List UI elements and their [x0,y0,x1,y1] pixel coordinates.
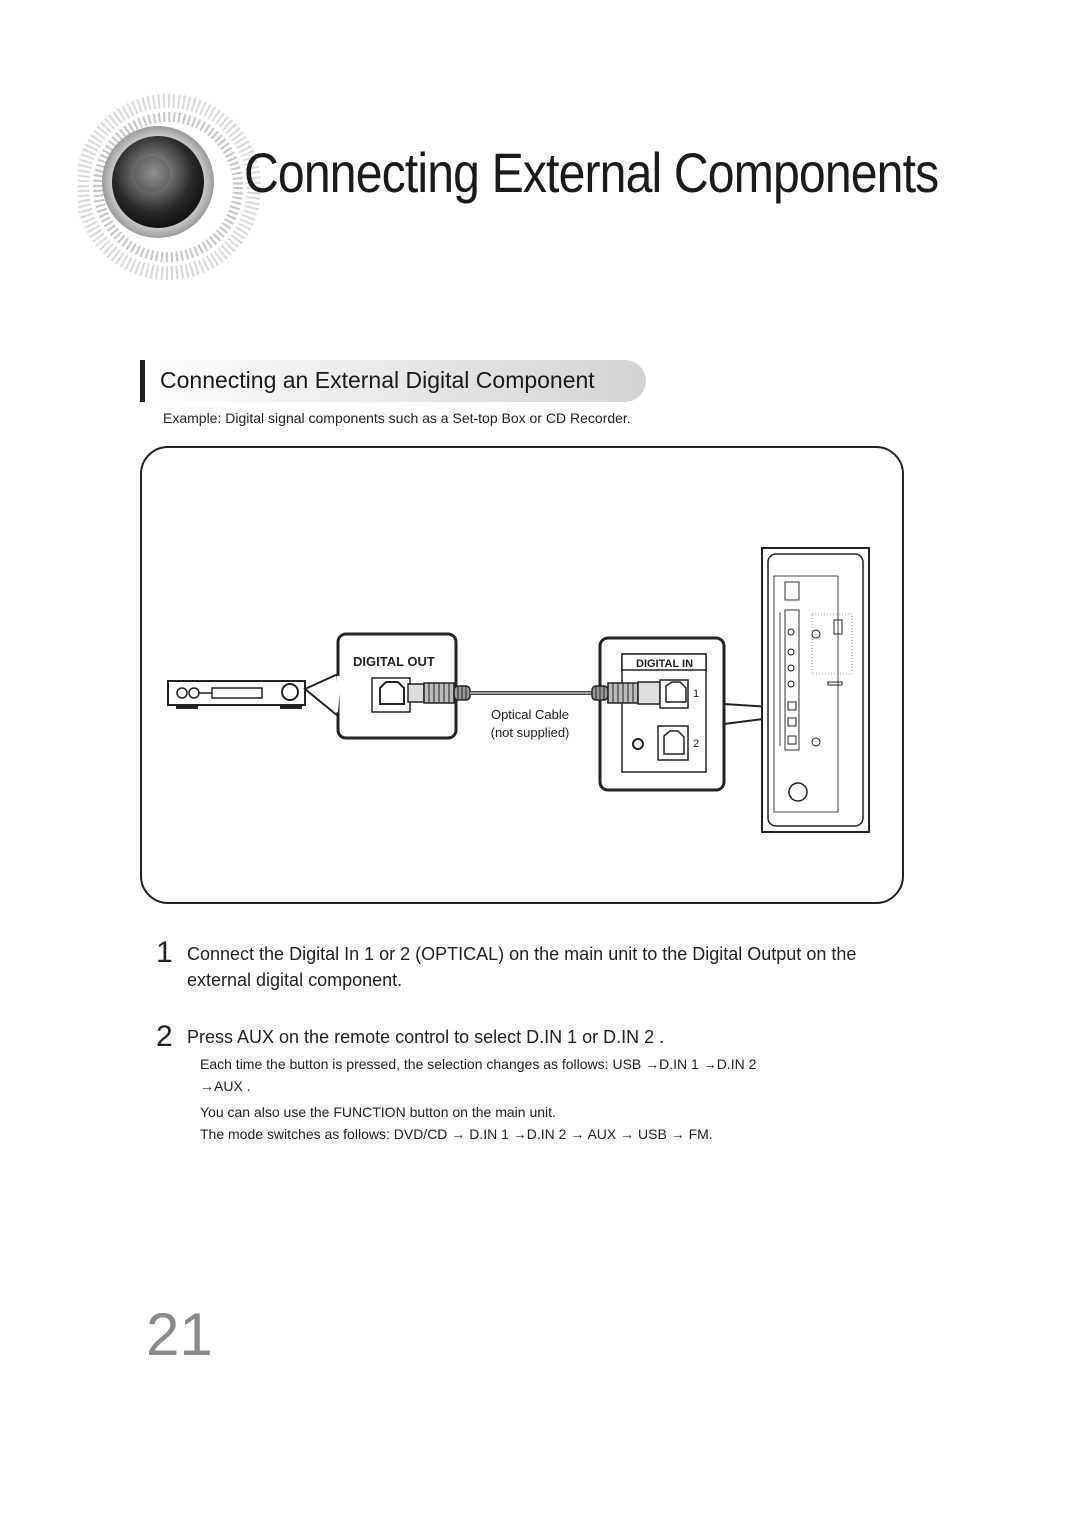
example-caption: Example: Digital signal components such as a Set-top Box or CD Recorder. [163,410,631,426]
note-line: →AUX . [200,1078,251,1094]
step-2-number: 2 [156,1020,173,1053]
page-number: 21 [146,1301,213,1368]
step-2-notes [200,1053,756,1145]
port-1-label: 1 [693,688,700,700]
digital-in-label: DIGITAL IN [636,658,694,670]
step-1-number: 1 [156,936,173,969]
step-1-text: Connect the Digital In 1 or 2 (OPTICAL) on the main unit to the Digital Output on the external digital component. [187,944,857,990]
cable-label: Optical Cable [490,707,570,722]
port-2-label: 2 [693,738,700,750]
external-component-icon [168,681,305,709]
section-heading-bar [140,360,646,402]
note-line: The mode switches as follows: DVD/CD → D.IN 1 →D.IN 2 → AUX → USB → FM. [200,1126,713,1142]
connection-diagram [140,446,904,904]
main-unit-rear-panel-icon [762,548,869,832]
digital-out-label: DIGITAL OUT [353,654,435,669]
page-title: Connecting External Components [244,141,939,204]
step-2-text: Press AUX on the remote control to select D.IN 1 or D.IN 2 . [187,1027,665,1047]
cable-label-note: (not supplied) [490,725,570,740]
optical-plug-left-icon [408,683,470,703]
note-line: You can also use the FUNCTION button on the main unit. [200,1104,556,1120]
note-line: Each time the button is pressed, the selection changes as follows: USB →D.IN 1 →D.IN 2 [200,1056,757,1072]
section-heading: Connecting an External Digital Component [160,367,595,393]
